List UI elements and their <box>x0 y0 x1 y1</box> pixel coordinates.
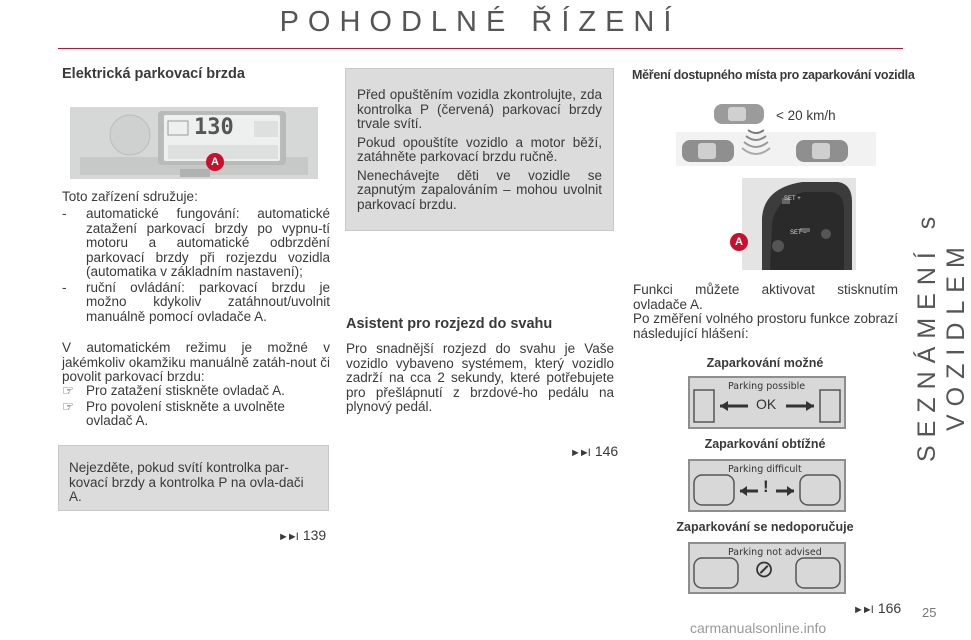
hill-assist-heading: Asistent pro rozjezd do svahu <box>346 316 553 332</box>
brake-bullets <box>62 384 330 429</box>
display-parking-possible: Parking possible OK <box>688 376 846 429</box>
list-item: ☞ Pro povolení stiskněte a uvolněte ovladač A. <box>62 398 285 428</box>
skip-forward-icon: ►►I <box>853 604 872 616</box>
page-ref-146[interactable]: ►►I 146 <box>570 443 619 459</box>
speed-limit-label: < 20 km/h <box>776 108 836 123</box>
activate-text: Funkci můžete aktivovat stisknutím ovladače A. <box>633 282 898 312</box>
msg-title-not-advised: Zaparkování se nedoporučuje <box>676 520 854 534</box>
watermark: carmanualsonline.info <box>690 620 827 636</box>
list-item: - automatické fungování: automatické zatažení parkovací brzdy po vypnu-tí motoru a automatické odbrzdění parkovací brzdy při rozjezdu vozidla (automatika v základním nastavení); <box>62 206 330 279</box>
ok-symbol: OK <box>756 396 777 412</box>
title-rule <box>58 48 903 49</box>
warning-box: Před opuštěním vozidla zkontrolujte, zda kontrolka P (červená) parkovací brzdy trvale svítí. Pokud opouštíte vozidlo a motor běží, zatáhněte parkovací brzdu ručně. Nenechávejte děti ve vozidle se zapnutým zapalováním – mohou uvolnit parkovací brzdu. <box>345 68 614 231</box>
hand-pointer-icon: ☞ <box>62 398 75 414</box>
list-item: - ruční ovládání: parkovací brzdu je možno kdykoliv zatáhnout/uvolnit manuálně pomocí ovladače A. <box>62 279 330 324</box>
page-number: 25 <box>922 605 937 620</box>
msg-title-possible: Zaparkování možné <box>706 356 824 370</box>
steering-stalk-illustration <box>742 178 856 270</box>
skip-forward-icon: ►►I <box>570 447 589 459</box>
hill-assist-text: Pro snadnější rozjezd do svahu je Vaše vozidlo vybaveno systémem, který vozidlo zadrží na cca 2 sekundy, které potřebujete pro přešlápnutí z brzdové-ho pedálu na plynový pedál. <box>346 341 614 414</box>
stalk-set-minus: SET – <box>790 230 807 236</box>
parking-space-heading: Měření dostupného místa pro zaparkování vozidla <box>632 68 915 82</box>
display-parking-not-advised: Parking not advised ⊘ <box>688 542 846 594</box>
list-item: ☞ Pro zatažení stiskněte ovladač A. <box>62 383 285 398</box>
dashboard-image <box>70 107 318 179</box>
cluster-speed: 130 <box>194 115 234 140</box>
feature-list <box>62 207 330 324</box>
device-intro: Toto zařízení sdružuje: <box>62 189 198 204</box>
skip-forward-icon: ►►I <box>278 531 297 543</box>
parking-scene-illustration <box>668 94 878 170</box>
message-intro-text: Po změření volného prostoru funkce zobrazí následující hlášení: <box>633 311 898 341</box>
parking-brake-heading: Elektrická parkovací brzda <box>62 66 245 82</box>
msg-title-difficult: Zaparkování obtížné <box>704 437 826 451</box>
page-ref-166[interactable]: ►►I 166 <box>853 600 902 616</box>
page-ref-139[interactable]: ►►I 139 <box>278 527 327 543</box>
cluster-readouts <box>164 115 284 165</box>
control-a-label: A <box>206 153 224 171</box>
warning-symbol: ! <box>763 477 769 496</box>
parking-brake-note: Nejezděte, pokud svítí kontrolka par-kovací brzdy a kontrolka P na ovla-dači A. <box>58 445 329 511</box>
auto-mode-text: V automatickém režimu je možné v jakémkoliv okamžiku manuálně zatáh-nout či povolit parkovací brzdu: <box>62 340 330 384</box>
side-title: SEZNÁMENÍ s VOZIDLEM <box>913 208 970 462</box>
prohibited-icon: ⊘ <box>754 556 775 583</box>
page-title: POHODLNÉ ŘÍZENÍ <box>279 6 681 38</box>
display-parking-difficult: Parking difficult ! <box>688 459 846 512</box>
control-a-label: A <box>730 233 748 251</box>
stalk-set-plus: SET + <box>784 196 801 202</box>
hand-pointer-icon: ☞ <box>62 383 75 398</box>
